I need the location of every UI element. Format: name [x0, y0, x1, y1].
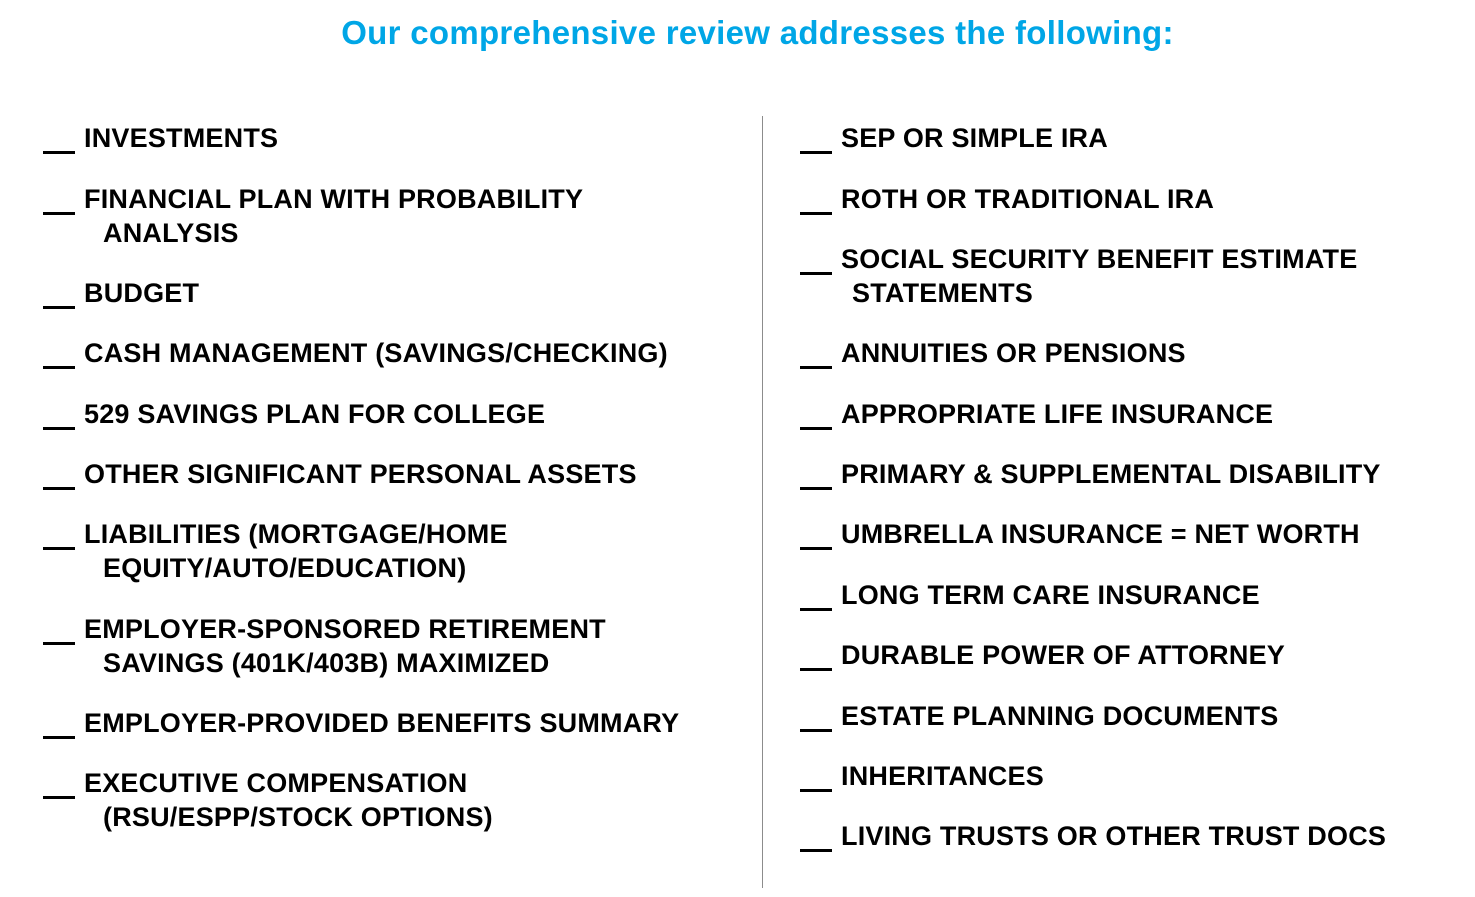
checkbox-blank-line: [800, 427, 832, 430]
item-label: SOCIAL SECURITY BENEFIT ESTIMATE: [841, 244, 1358, 274]
checklist-item-roth-traditional-ira: [800, 182, 1214, 216]
checklist-item-executive-compensation: [43, 766, 493, 834]
item-label: FINANCIAL PLAN WITH PROBABILITY: [84, 184, 584, 214]
checklist-item-financial-plan: [43, 182, 583, 250]
checkbox-blank-line: [43, 736, 75, 739]
item-label: ESTATE PLANNING DOCUMENTS: [841, 701, 1279, 731]
checklist-item-life-insurance: [800, 397, 1273, 431]
item-label: PRIMARY & SUPPLEMENTAL DISABILITY: [841, 459, 1381, 489]
checklist-item-living-trusts: [800, 819, 1386, 853]
item-label-continued: ANALYSIS: [103, 218, 239, 248]
item-label: CASH MANAGEMENT (SAVINGS/CHECKING): [84, 338, 668, 368]
checklist-item-cash-management: [43, 336, 668, 370]
checkbox-blank-line: [800, 668, 832, 671]
checkbox-blank-line: [800, 849, 832, 852]
checkbox-blank-line: [800, 272, 832, 275]
checkbox-blank-line: [43, 547, 75, 550]
item-label: BUDGET: [84, 278, 200, 308]
checklist-item-employer-retirement: [43, 612, 606, 680]
checkbox-blank-line: [800, 547, 832, 550]
item-label: ANNUITIES OR PENSIONS: [841, 338, 1186, 368]
item-label: LIABILITIES (MORTGAGE/HOME: [84, 519, 508, 549]
checklist-item-inheritances: [800, 759, 1044, 793]
item-label: LONG TERM CARE INSURANCE: [841, 580, 1260, 610]
checklist-item-long-term-care: [800, 578, 1260, 612]
checklist-item-personal-assets: [43, 457, 637, 491]
checkbox-blank-line: [43, 366, 75, 369]
checkbox-blank-line: [800, 608, 832, 611]
checklist-item-liabilities: [43, 517, 508, 585]
item-label: 529 SAVINGS PLAN FOR COLLEGE: [84, 399, 546, 429]
checklist-item-annuities-pensions: [800, 336, 1186, 370]
checkbox-blank-line: [43, 487, 75, 490]
item-label: EMPLOYER-PROVIDED BENEFITS SUMMARY: [84, 708, 680, 738]
checkbox-blank-line: [800, 151, 832, 154]
page-title: Our comprehensive review addresses the following:: [341, 14, 1174, 51]
item-label-continued: SAVINGS (401K/403B) MAXIMIZED: [103, 648, 550, 678]
checkbox-blank-line: [43, 212, 75, 215]
item-label: SEP OR SIMPLE IRA: [841, 123, 1108, 153]
checkbox-blank-line: [43, 796, 75, 799]
checklist-item-umbrella-insurance: [800, 517, 1360, 551]
checklist-item-power-of-attorney: [800, 638, 1285, 672]
checklist-item-budget: [43, 276, 199, 310]
checklist-item-social-security: [800, 242, 1357, 310]
checkbox-blank-line: [43, 306, 75, 309]
item-label: ROTH OR TRADITIONAL IRA: [841, 184, 1215, 214]
item-label: APPROPRIATE LIFE INSURANCE: [841, 399, 1274, 429]
checklist-item-529-plan: [43, 397, 545, 431]
checkbox-blank-line: [800, 789, 832, 792]
item-label: INVESTMENTS: [84, 123, 279, 153]
checklist-item-investments: [43, 121, 278, 155]
item-label: INHERITANCES: [841, 761, 1044, 791]
item-label-continued: EQUITY/AUTO/EDUCATION): [103, 553, 467, 583]
checklist-item-disability: [800, 457, 1381, 491]
item-label: LIVING TRUSTS OR OTHER TRUST DOCS: [841, 821, 1387, 851]
checkbox-blank-line: [800, 729, 832, 732]
item-label-continued: (RSU/ESPP/STOCK OPTIONS): [103, 802, 493, 832]
checkbox-blank-line: [43, 642, 75, 645]
item-label: OTHER SIGNIFICANT PERSONAL ASSETS: [84, 459, 637, 489]
checkbox-blank-line: [43, 427, 75, 430]
checklist-item-estate-planning: [800, 699, 1279, 733]
checkbox-blank-line: [800, 487, 832, 490]
item-label: EMPLOYER-SPONSORED RETIREMENT: [84, 614, 606, 644]
item-label: DURABLE POWER OF ATTORNEY: [841, 640, 1286, 670]
checklist-item-sep-simple-ira: [800, 121, 1108, 155]
item-label-continued: STATEMENTS: [852, 278, 1033, 308]
item-label: EXECUTIVE COMPENSATION: [84, 768, 468, 798]
checkbox-blank-line: [800, 212, 832, 215]
checklist-item-employer-benefits: [43, 706, 679, 740]
item-label: UMBRELLA INSURANCE = NET WORTH: [841, 519, 1360, 549]
checkbox-blank-line: [43, 151, 75, 154]
checkbox-blank-line: [800, 366, 832, 369]
column-divider: [762, 116, 763, 888]
